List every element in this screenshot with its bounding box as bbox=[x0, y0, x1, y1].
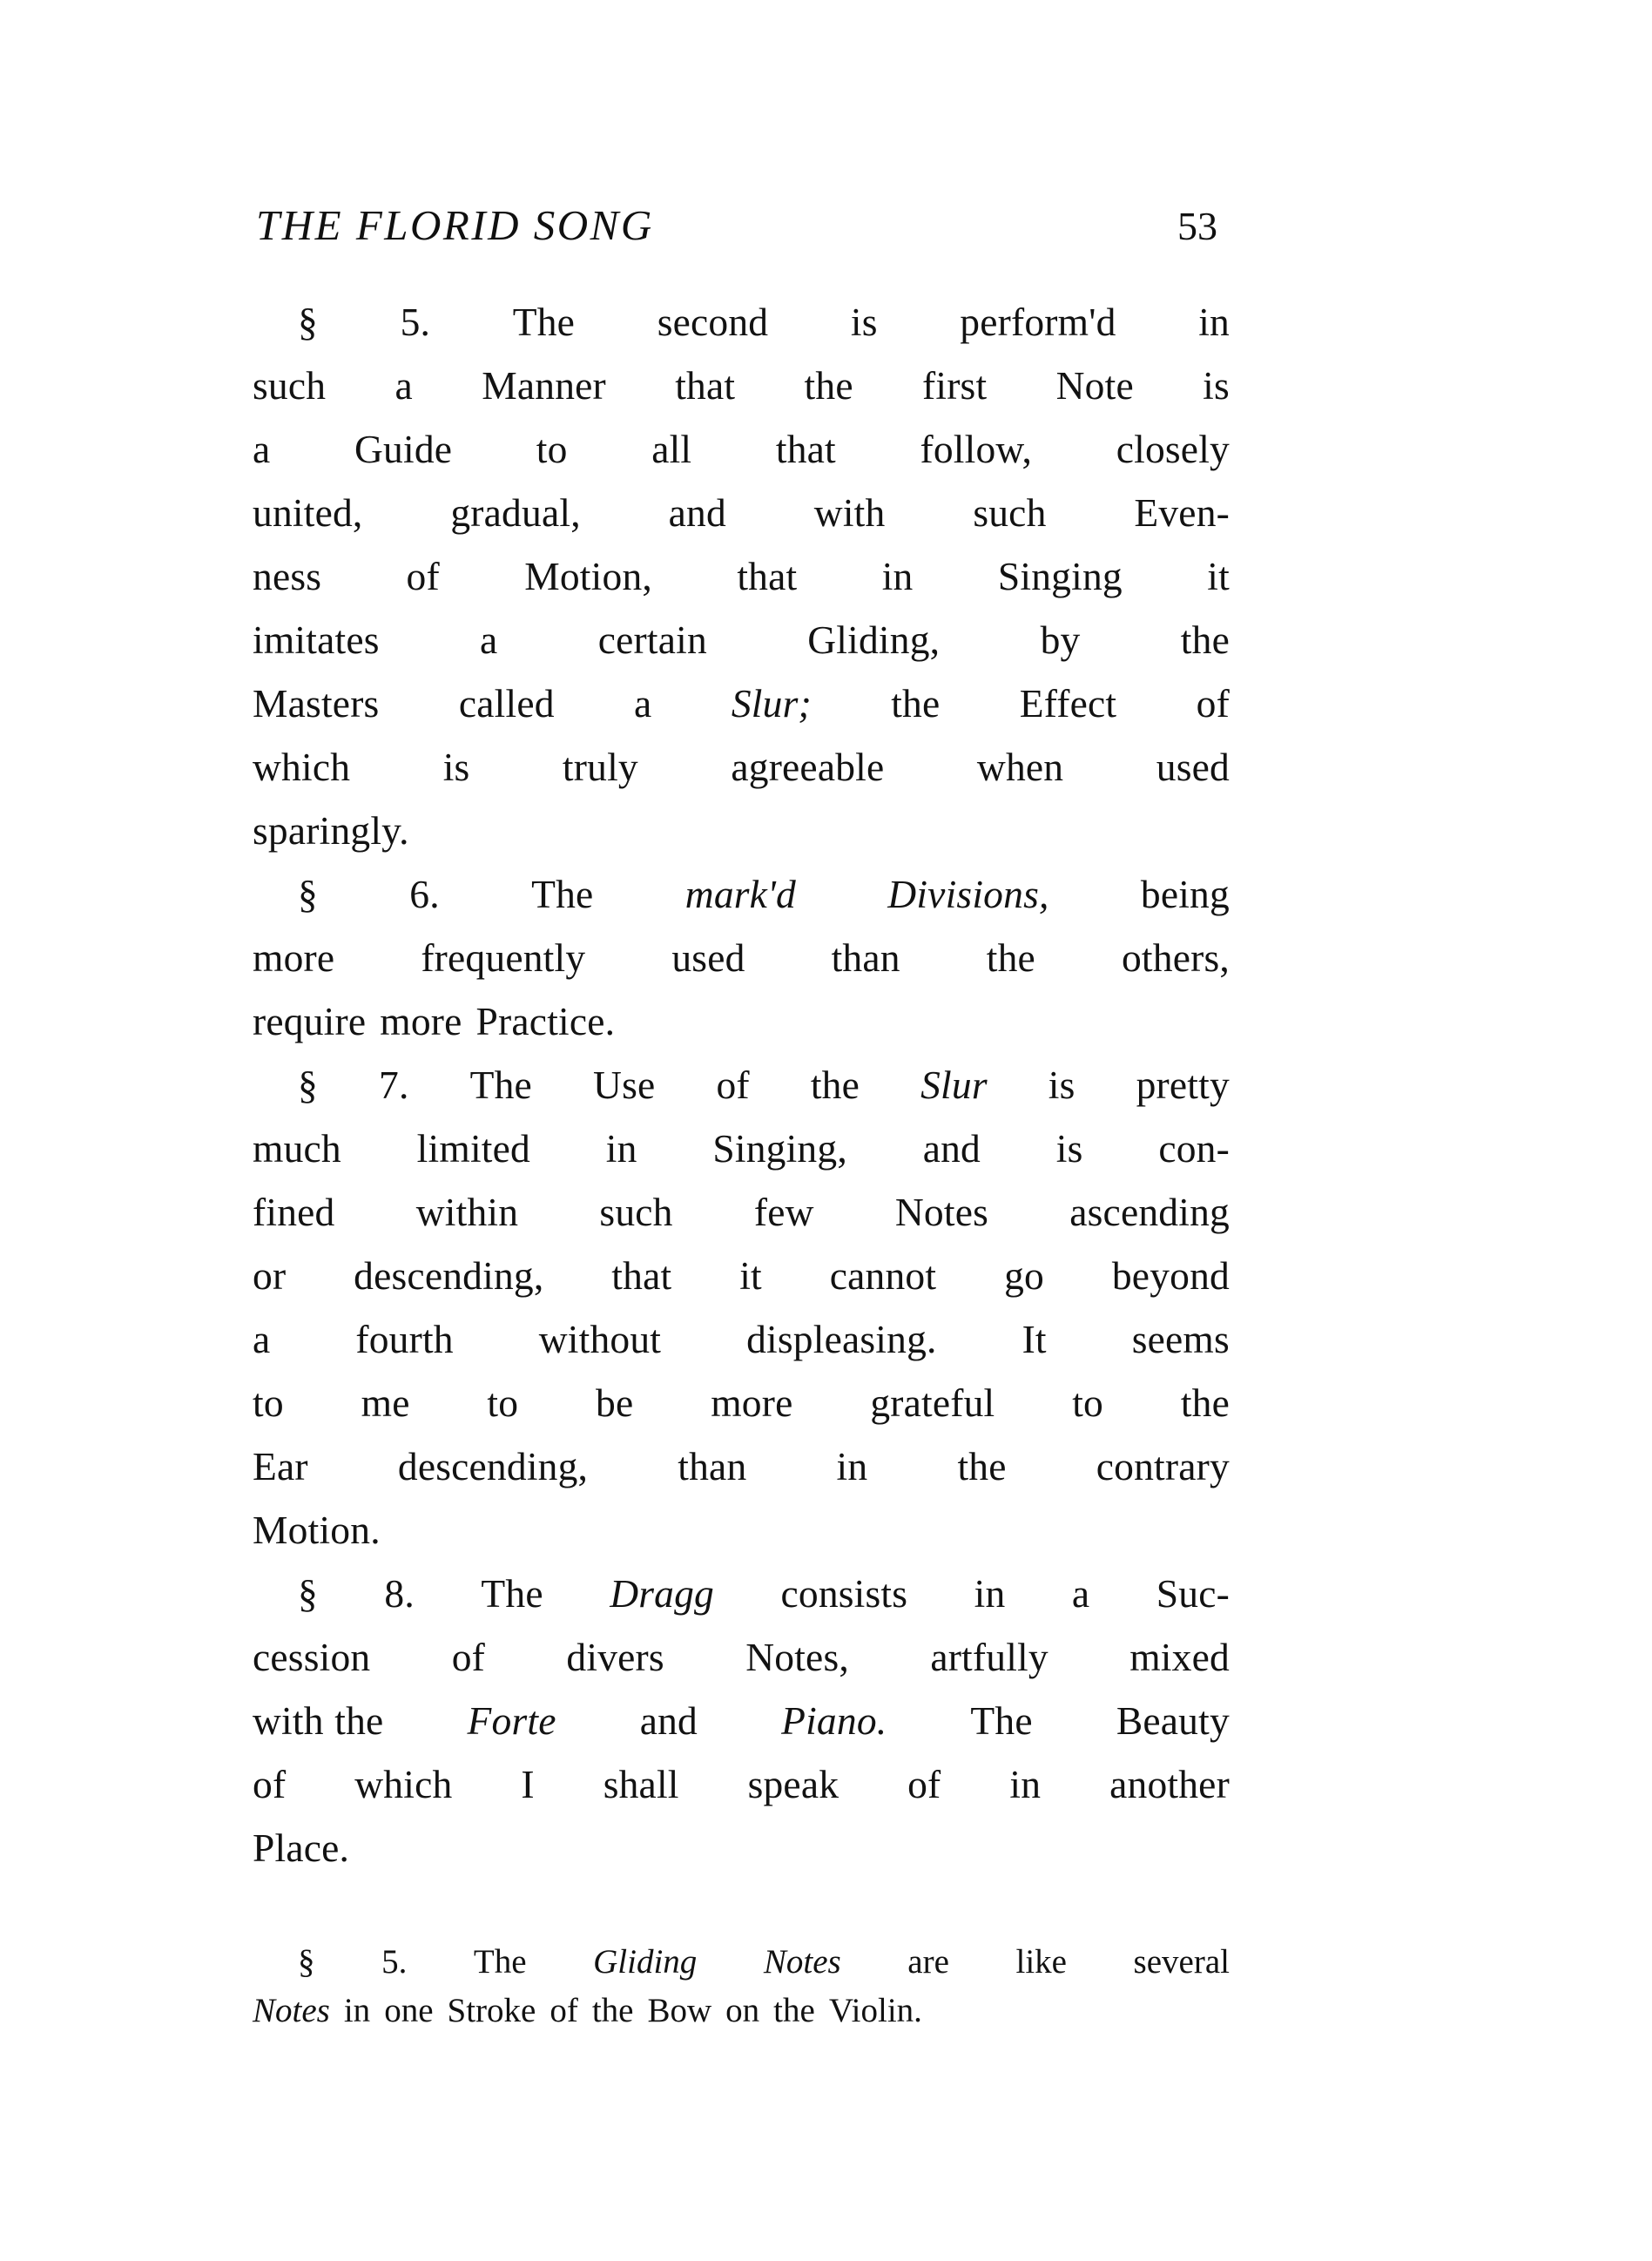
line-start bbox=[253, 302, 318, 342]
word: without bbox=[538, 1317, 662, 1361]
word: artfully bbox=[930, 1635, 1049, 1679]
word: by bbox=[1040, 618, 1081, 662]
word: Singing bbox=[997, 554, 1123, 598]
word: descending, bbox=[354, 1253, 544, 1298]
word: that bbox=[737, 554, 798, 598]
word: 5. bbox=[381, 1943, 408, 1981]
word: of bbox=[1196, 681, 1230, 726]
word: § bbox=[298, 872, 318, 916]
word: shall bbox=[603, 1762, 679, 1806]
word: called bbox=[458, 681, 555, 726]
word: that bbox=[775, 427, 836, 471]
line-start bbox=[253, 1942, 315, 1981]
paragraph-section-5 bbox=[253, 302, 1237, 874]
word: cession bbox=[253, 1635, 371, 1679]
word: like bbox=[1015, 1943, 1067, 1981]
word: 6. bbox=[409, 872, 440, 916]
word: Slur bbox=[920, 1063, 988, 1107]
word: Motion, bbox=[524, 554, 652, 598]
text-line bbox=[253, 1444, 1230, 1510]
word: the bbox=[591, 1992, 634, 2029]
word: § bbox=[298, 1571, 318, 1616]
word: Practice. bbox=[475, 999, 616, 1043]
word: and bbox=[668, 490, 726, 535]
word: to bbox=[536, 427, 568, 471]
word: with the bbox=[253, 1698, 384, 1743]
word: Ear bbox=[253, 1444, 308, 1488]
word: ascending bbox=[1069, 1190, 1230, 1234]
word: perform'd bbox=[960, 300, 1116, 344]
word: Stroke bbox=[447, 1992, 536, 2029]
word: agreeable bbox=[731, 745, 885, 789]
word: of bbox=[907, 1762, 941, 1806]
word: several bbox=[1133, 1943, 1230, 1981]
word: of bbox=[716, 1063, 750, 1107]
text-line bbox=[253, 999, 1230, 1065]
word: limited bbox=[416, 1126, 530, 1171]
page-body bbox=[253, 302, 1237, 2040]
word: fined bbox=[253, 1190, 335, 1234]
word: and bbox=[639, 1698, 698, 1743]
word: mark'd bbox=[684, 872, 796, 916]
word: go bbox=[1004, 1253, 1044, 1298]
word: which bbox=[354, 1762, 453, 1806]
word: Place. bbox=[253, 1826, 350, 1870]
word: the bbox=[773, 1992, 815, 2029]
word: is bbox=[1055, 1126, 1083, 1171]
word: to bbox=[253, 1380, 284, 1425]
word: of bbox=[253, 1762, 287, 1806]
word: The bbox=[531, 872, 594, 916]
line-start bbox=[253, 1065, 318, 1105]
word: in bbox=[605, 1126, 637, 1171]
word: is bbox=[1048, 1063, 1075, 1107]
word: displeasing. bbox=[746, 1317, 937, 1361]
word: truly bbox=[562, 745, 638, 789]
text-line bbox=[253, 1991, 1230, 2040]
line-start bbox=[253, 1571, 318, 1616]
word: such bbox=[253, 363, 327, 408]
text-line bbox=[253, 490, 1230, 557]
text-line bbox=[253, 874, 1230, 938]
word: are bbox=[907, 1943, 949, 1981]
word: on bbox=[725, 1992, 760, 2029]
word: ness bbox=[253, 554, 322, 598]
text-line bbox=[253, 1571, 1230, 1637]
text-line bbox=[253, 302, 1230, 366]
text-line bbox=[253, 935, 1230, 1002]
word: being bbox=[1140, 872, 1230, 916]
word: of bbox=[406, 554, 440, 598]
word: to bbox=[487, 1380, 519, 1425]
word: more bbox=[711, 1380, 793, 1425]
text-line bbox=[253, 1380, 1230, 1447]
word: The bbox=[481, 1571, 543, 1616]
text-line bbox=[253, 1828, 1230, 1892]
text-line bbox=[253, 554, 1230, 620]
word: a bbox=[394, 363, 413, 408]
word: frequently bbox=[421, 935, 586, 980]
text-line bbox=[253, 747, 1230, 811]
word: Forte bbox=[467, 1698, 556, 1743]
word: The bbox=[473, 1943, 527, 1981]
word: used bbox=[671, 935, 745, 980]
word: is bbox=[850, 300, 878, 344]
word: used bbox=[1156, 745, 1230, 789]
word: the bbox=[810, 1063, 860, 1107]
word: imitates bbox=[253, 618, 380, 662]
text-line bbox=[253, 363, 1230, 429]
text-line bbox=[253, 1942, 1230, 1991]
word: descending, bbox=[397, 1444, 589, 1488]
word: mixed bbox=[1129, 1635, 1230, 1679]
word: grateful bbox=[870, 1380, 995, 1425]
word: all bbox=[651, 427, 692, 471]
word: in bbox=[1198, 300, 1230, 344]
word: a bbox=[253, 427, 271, 471]
text-line bbox=[253, 620, 1230, 684]
text-line bbox=[253, 1319, 1230, 1383]
word: Manner bbox=[482, 363, 606, 408]
word: one bbox=[384, 1992, 434, 2029]
text-line bbox=[253, 1126, 1230, 1192]
word: contrary bbox=[1096, 1444, 1230, 1488]
word: the bbox=[1180, 618, 1230, 662]
word: such bbox=[599, 1190, 673, 1234]
word: The bbox=[970, 1698, 1033, 1743]
word: certain bbox=[597, 618, 707, 662]
word: in bbox=[836, 1444, 868, 1488]
word: than bbox=[678, 1444, 747, 1488]
word: with bbox=[813, 490, 886, 535]
word: Divisions, bbox=[887, 872, 1049, 916]
word: others, bbox=[1121, 935, 1230, 980]
word: Note bbox=[1055, 363, 1134, 408]
word: cannot bbox=[829, 1253, 937, 1298]
word: within bbox=[415, 1190, 519, 1234]
word: or bbox=[253, 1253, 287, 1298]
text-line bbox=[253, 1253, 1230, 1319]
word: gradual, bbox=[450, 490, 581, 535]
word: such bbox=[973, 490, 1047, 535]
page-content bbox=[253, 200, 1237, 2040]
text-line bbox=[253, 808, 1230, 874]
body-paragraphs bbox=[253, 302, 1237, 1892]
word: of bbox=[550, 1992, 578, 2029]
word: it bbox=[1207, 554, 1230, 598]
page-header bbox=[256, 200, 1233, 250]
word: sparingly. bbox=[253, 808, 409, 853]
word: consists bbox=[780, 1571, 908, 1616]
word: seems bbox=[1131, 1317, 1230, 1361]
word: when bbox=[976, 745, 1064, 789]
word: Gliding, bbox=[807, 618, 941, 662]
word: that bbox=[611, 1253, 672, 1298]
word: the bbox=[957, 1444, 1007, 1488]
line-start bbox=[253, 874, 318, 915]
word: Violin. bbox=[828, 1992, 922, 2029]
text-line bbox=[253, 1510, 1230, 1574]
paragraph-section-7 bbox=[253, 1065, 1237, 1574]
word: 5. bbox=[400, 300, 431, 344]
word: I bbox=[521, 1762, 535, 1806]
word: a bbox=[1071, 1571, 1090, 1616]
word: Motion. bbox=[253, 1508, 381, 1552]
word: Use bbox=[593, 1063, 656, 1107]
footnote bbox=[253, 1942, 1230, 2040]
word: me bbox=[361, 1380, 410, 1425]
word: to bbox=[1072, 1380, 1103, 1425]
word: § bbox=[298, 300, 318, 344]
word: speak bbox=[747, 1762, 839, 1806]
word: Singing, bbox=[712, 1126, 847, 1171]
text-line bbox=[253, 681, 1230, 747]
word: Even- bbox=[1134, 490, 1230, 535]
text-line bbox=[253, 1698, 1230, 1765]
word: Piano. bbox=[781, 1698, 887, 1743]
word: the bbox=[1180, 1380, 1230, 1425]
word: Notes, bbox=[745, 1635, 849, 1679]
word: § bbox=[298, 1063, 318, 1107]
word: in bbox=[343, 1992, 371, 2029]
word: a bbox=[253, 1317, 271, 1361]
word: Masters bbox=[253, 681, 380, 726]
word: The bbox=[512, 300, 576, 344]
word: Notes bbox=[894, 1190, 989, 1234]
word: follow, bbox=[920, 427, 1033, 471]
word: the bbox=[891, 681, 941, 726]
word: Notes bbox=[763, 1943, 841, 1981]
word: is bbox=[442, 745, 470, 789]
word: another bbox=[1109, 1762, 1230, 1806]
word: which bbox=[253, 745, 351, 789]
text-line bbox=[253, 1762, 1230, 1828]
word: first bbox=[922, 363, 988, 408]
word: of bbox=[451, 1635, 486, 1679]
word: united, bbox=[253, 490, 363, 535]
word: § bbox=[298, 1943, 315, 1981]
word: it bbox=[739, 1253, 762, 1298]
word: Guide bbox=[354, 427, 453, 471]
word: is bbox=[1203, 363, 1230, 408]
running-head: THE FLORID SONG bbox=[256, 201, 654, 249]
word: much bbox=[253, 1126, 341, 1171]
word: second bbox=[657, 300, 769, 344]
word: Dragg bbox=[610, 1571, 715, 1616]
word: require bbox=[253, 999, 367, 1043]
paragraph-section-6 bbox=[253, 874, 1237, 1065]
word: be bbox=[596, 1380, 634, 1425]
text-line bbox=[253, 1192, 1230, 1256]
word: pretty bbox=[1136, 1063, 1230, 1107]
word: few bbox=[753, 1190, 814, 1234]
word: Beauty bbox=[1116, 1698, 1230, 1743]
paragraph-section-8 bbox=[253, 1571, 1237, 1892]
word: more bbox=[380, 999, 462, 1043]
word: divers bbox=[566, 1635, 664, 1679]
word: in bbox=[881, 554, 914, 598]
word: in bbox=[1009, 1762, 1042, 1806]
word: the bbox=[986, 935, 1035, 980]
word: Slur; bbox=[731, 681, 812, 726]
word: Suc- bbox=[1156, 1571, 1230, 1616]
word: and bbox=[922, 1126, 981, 1171]
word: closely bbox=[1116, 427, 1230, 471]
word: the bbox=[804, 363, 853, 408]
word: more bbox=[253, 935, 335, 980]
text-line bbox=[253, 1637, 1230, 1701]
word: The bbox=[469, 1063, 532, 1107]
word: a bbox=[634, 681, 652, 726]
word: Notes bbox=[253, 1992, 330, 2029]
text-line bbox=[253, 429, 1230, 493]
word: Gliding bbox=[593, 1943, 698, 1981]
word: con- bbox=[1158, 1126, 1230, 1171]
word: beyond bbox=[1111, 1253, 1230, 1298]
word: in bbox=[974, 1571, 1006, 1616]
word: fourth bbox=[355, 1317, 454, 1361]
text-line bbox=[253, 1065, 1230, 1129]
page-number: 53 bbox=[1177, 204, 1217, 248]
word: that bbox=[675, 363, 736, 408]
word: Bow bbox=[647, 1992, 712, 2029]
word: than bbox=[831, 935, 900, 980]
word: It bbox=[1022, 1317, 1047, 1361]
word: 8. bbox=[384, 1571, 415, 1616]
word: 7. bbox=[379, 1063, 409, 1107]
word: Effect bbox=[1019, 681, 1117, 726]
word: a bbox=[479, 618, 498, 662]
